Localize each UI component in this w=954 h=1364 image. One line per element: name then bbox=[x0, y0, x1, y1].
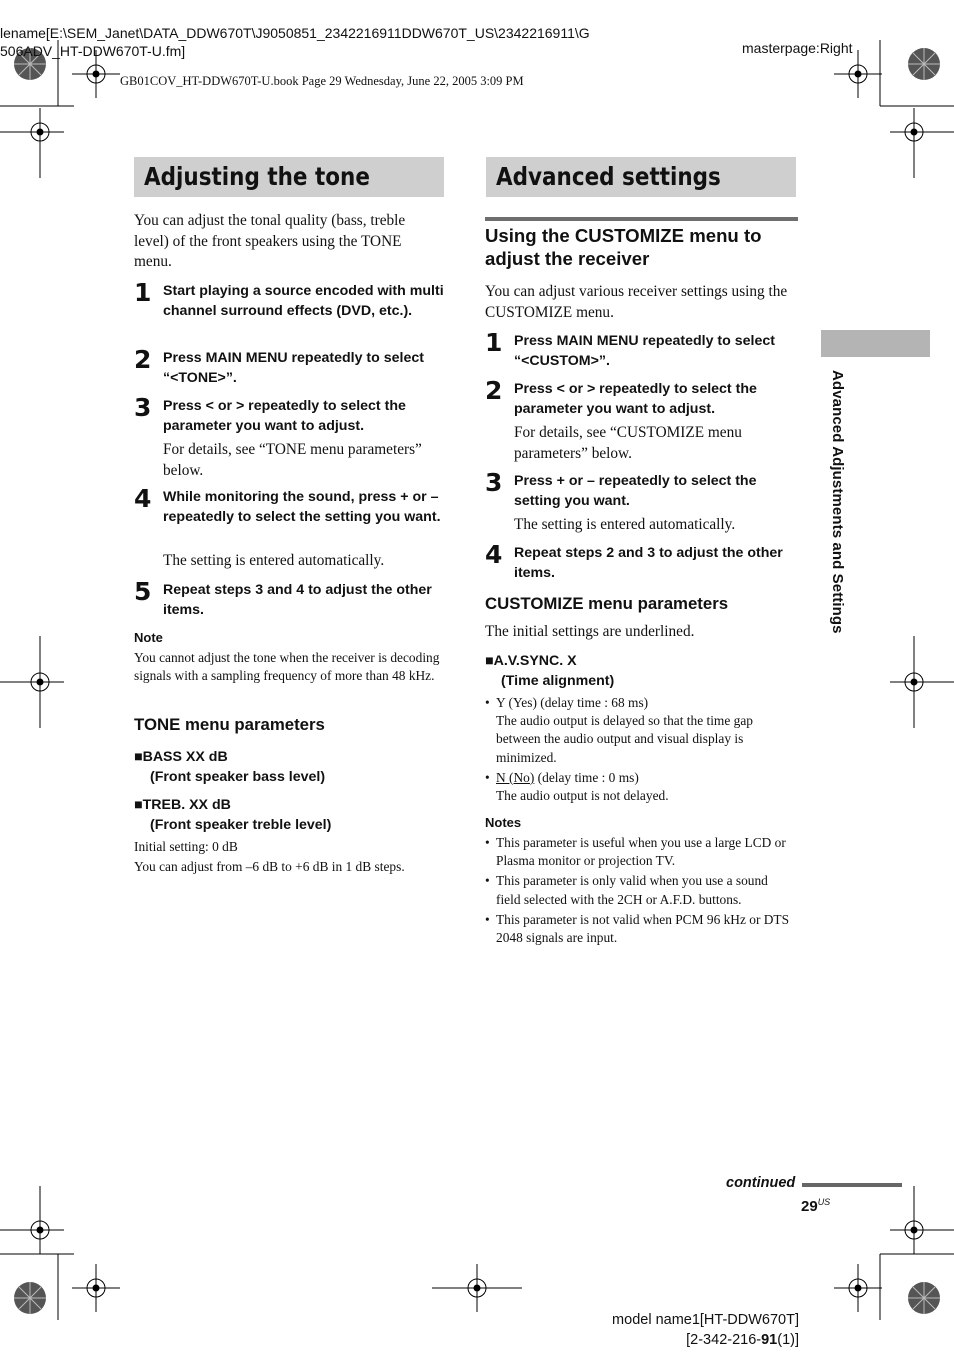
model-code-part: [2-342-216- bbox=[686, 1332, 762, 1348]
step-number: 1 bbox=[485, 328, 503, 357]
step-number: 4 bbox=[134, 484, 152, 513]
customize-params-intro: The initial settings are underlined. bbox=[485, 623, 695, 640]
page-number bbox=[801, 1197, 830, 1215]
step-number: 3 bbox=[134, 393, 152, 422]
side-tab-label: Advanced Adjustments and Settings bbox=[829, 370, 846, 634]
tone-note-text: You cannot adjust the tone when the receiver is decoding signals with a sampling frequency of more than 48 kHz. bbox=[134, 650, 440, 684]
step-text: Repeat steps 3 and 4 to adjust the other items. bbox=[163, 582, 432, 618]
param-avsync bbox=[485, 651, 614, 691]
param-treble bbox=[134, 795, 331, 835]
step-text: Repeat steps 2 and 3 to adjust the other items. bbox=[514, 545, 783, 581]
subsection-rule bbox=[485, 217, 798, 221]
step-text: Press < or > repeatedly to select the parameter you want to adjust. bbox=[514, 381, 757, 417]
model-name: model name1[HT-DDW670T] bbox=[612, 1312, 799, 1328]
continued-label: continued bbox=[726, 1175, 796, 1191]
option-yes-desc: The audio output is delayed so that the time gap between the audio output and visual display is minimized. bbox=[496, 713, 753, 765]
model-info bbox=[600, 1310, 799, 1350]
param-bass-name: ■BASS XX dB bbox=[134, 749, 228, 765]
option-yes bbox=[485, 694, 790, 767]
step-number: 4 bbox=[485, 540, 503, 569]
model-code-bold: 91 bbox=[761, 1332, 778, 1348]
step-text: Start playing a source encoded with multi channel surround effects (DVD, etc.). bbox=[163, 283, 444, 319]
model-code bbox=[600, 1330, 799, 1350]
param-avsync-name: ■A.V.SYNC. X bbox=[485, 653, 577, 669]
step-text: While monitoring the sound, press + or – repeatedly to select the setting you want. bbox=[163, 489, 441, 525]
param-avsync-desc: (Time alignment) bbox=[501, 673, 615, 689]
section-title-advanced bbox=[486, 157, 796, 197]
adjust-range: You can adjust from –6 dB to +6 dB in 1 dB steps. bbox=[134, 859, 405, 874]
step-text: Press + or – repeatedly to select the setting you want. bbox=[514, 473, 757, 509]
tone-intro: You can adjust the tonal quality (bass, treble level) of the front speakers using the TONE menu. bbox=[134, 212, 406, 270]
option-no-label: N (No) bbox=[496, 769, 535, 785]
param-treble-desc: (Front speaker treble level) bbox=[150, 817, 332, 833]
step-text: Press MAIN MENU repeatedly to select “<CUSTOM>”. bbox=[514, 333, 775, 369]
page-number-suffix: US bbox=[817, 1197, 831, 1207]
section-title-tone bbox=[134, 157, 444, 197]
section-title-tone-text: Adjusting the tone bbox=[144, 162, 370, 191]
initial-setting: Initial setting: 0 dB bbox=[134, 839, 238, 854]
step-number: 2 bbox=[485, 376, 503, 405]
section-title-advanced-text: Advanced settings bbox=[496, 162, 721, 191]
filename-header bbox=[0, 24, 700, 60]
note-item: • This parameter is not valid when PCM 96 kHz or DTS 2048 signals are input. bbox=[485, 911, 795, 947]
avsync-options bbox=[485, 694, 790, 805]
masterpage-label: masterpage:Right bbox=[742, 40, 853, 56]
param-treble-name: ■TREB. XX dB bbox=[134, 797, 231, 813]
step-text: Press MAIN MENU repeatedly to select “<TONE>”. bbox=[163, 350, 424, 386]
option-no bbox=[485, 769, 790, 805]
param-bass-desc: (Front speaker bass level) bbox=[150, 769, 326, 785]
option-no-detail: (delay time : 0 ms) bbox=[534, 769, 639, 785]
book-info: GB01COV_HT-DDW670T-U.book Page 29 Wednesday, June 22, 2005 3:09 PM bbox=[120, 74, 524, 88]
customize-notes-label: Notes bbox=[485, 815, 522, 830]
note-item: • This parameter is useful when you use a large LCD or Plasma monitor or projection TV. bbox=[485, 834, 795, 870]
page-number-value: 29 bbox=[801, 1198, 818, 1215]
filename-line-1: lename[E:\SEM_Janet\DATA_DDW670T\J9050851_2342216911DDW670T_US\2342216911\G bbox=[0, 25, 590, 41]
model-code-suffix: (1)] bbox=[777, 1332, 799, 1348]
step-text: Press < or > repeatedly to select the parameter you want to adjust. bbox=[163, 398, 406, 434]
customize-intro: You can adjust various receiver settings using the CUSTOMIZE menu. bbox=[485, 283, 788, 321]
note-item: • This parameter is only valid when you use a sound field selected with the 2CH or A.F.D. buttons. bbox=[485, 872, 795, 908]
step-number: 1 bbox=[134, 278, 152, 307]
step-number: 5 bbox=[134, 577, 152, 606]
step-number: 3 bbox=[485, 468, 503, 497]
tone-params-heading: TONE menu parameters bbox=[134, 715, 325, 734]
customize-notes bbox=[485, 834, 795, 947]
option-no-desc: The audio output is not delayed. bbox=[496, 788, 669, 804]
tone-note-label: Note bbox=[134, 630, 163, 645]
step-detail: For details, see “TONE menu parameters” below. bbox=[163, 441, 422, 479]
param-bass bbox=[134, 747, 325, 787]
side-tab-marker bbox=[821, 330, 930, 357]
customize-subtitle: Using the CUSTOMIZE menu to adjust the receiver bbox=[485, 225, 762, 269]
customize-params-heading: CUSTOMIZE menu parameters bbox=[485, 594, 729, 613]
continued-bar bbox=[802, 1183, 902, 1187]
step-detail: The setting is entered automatically. bbox=[163, 552, 385, 569]
step-detail: For details, see “CUSTOMIZE menu parameters” below. bbox=[514, 424, 742, 462]
step-detail: The setting is entered automatically. bbox=[514, 516, 736, 533]
option-yes-label: Y (Yes) bbox=[496, 695, 537, 710]
filename-line-2: 506ADV_HT-DDW670T-U.fm] bbox=[0, 43, 186, 59]
option-yes-detail: (delay time : 68 ms) bbox=[536, 695, 649, 710]
step-number: 2 bbox=[134, 345, 152, 374]
